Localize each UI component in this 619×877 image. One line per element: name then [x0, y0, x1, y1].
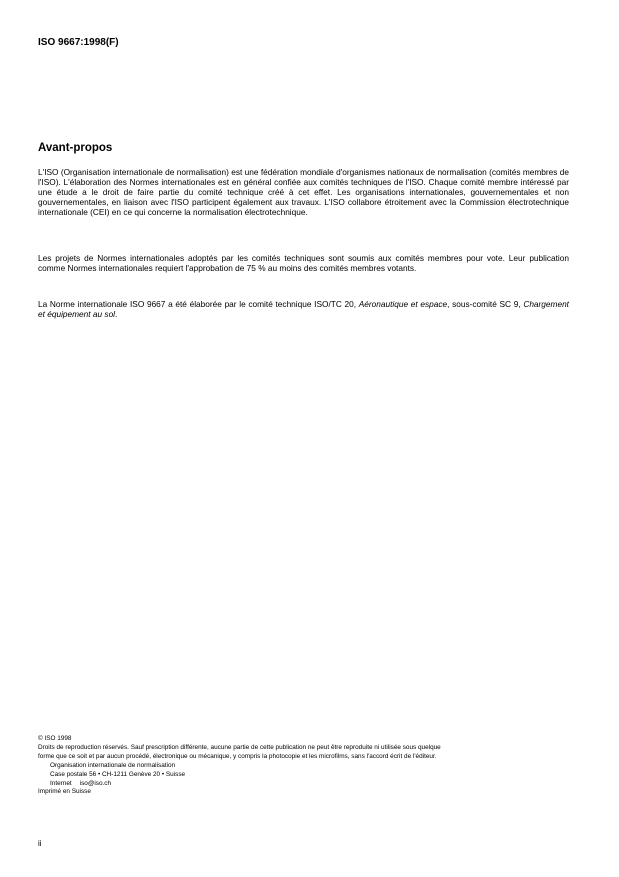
- document-id: ISO 9667:1998(F): [38, 37, 119, 48]
- copyright-footer: [38, 735, 583, 797]
- paragraph-3-text-a: La Norme internationale ISO 9667 a été élaborée par le comité technique ISO/TC 20,: [38, 299, 359, 309]
- internet-line: [38, 780, 583, 789]
- paragraph-3-text-b: , sous-comité SC 9,: [447, 299, 524, 309]
- printed-in: Imprimé en Suisse: [38, 788, 91, 796]
- internet-address: iso@iso.ch: [79, 779, 112, 787]
- subcommittee-name: Chargement et équipement au sol: [38, 299, 569, 319]
- foreword-paragraph-1: L'ISO (Organisation internationale de normalisation) est une fédération mondiale d'organismes nationaux de normalisation (comités membres de l'ISO). L'élaboration des Normes internationales est en général confiée aux comités techniques de l'ISO. Chaque comité membre intéressé par une étude a le droit de faire partie du comité technique créé à cet effet. Les organisations internationales, gouvernementales et non gouvernementales, en liaison avec l'ISO participent également aux travaux. L'ISO collabore étroitement avec la Commission électrotechnique internationale (CEI) en ce qui concerne la normalisation électrotechnique.: [38, 167, 569, 217]
- paragraph-3-text-c: .: [115, 308, 118, 319]
- organisation-name: Organisation internationale de normalisation: [50, 761, 176, 769]
- copyright-line: © ISO 1998: [38, 735, 72, 742]
- committee-name: Aéronautique et espace: [358, 299, 448, 309]
- page-number: ii: [38, 839, 42, 848]
- internet-label: Internet: [50, 779, 72, 787]
- rights-line-1: Droits de reproduction réservés. Sauf prescription différente, aucune partie de cette publication ne peut être reproduite ni utilisée sous quelque: [38, 743, 441, 751]
- foreword-paragraph-2: Les projets de Normes internationales adoptés par les comités techniques sont soumis aux comités membres pour vote. Leur publication comme Normes internationales requiert l'approbation de 75 % au moins des comités membres votants.: [38, 253, 569, 273]
- section-title: Avant-propos: [38, 142, 113, 154]
- rights-line-2: forme que ce soit et par aucun procédé, électronique ou mécanique, y compris la photocopie et les microfilms, sans l'accord écrit de l'éditeur.: [38, 752, 437, 760]
- foreword-paragraph-3: [38, 300, 569, 320]
- postal-address: Case postale 56 • CH-1211 Genève 20 • Suisse: [50, 770, 186, 778]
